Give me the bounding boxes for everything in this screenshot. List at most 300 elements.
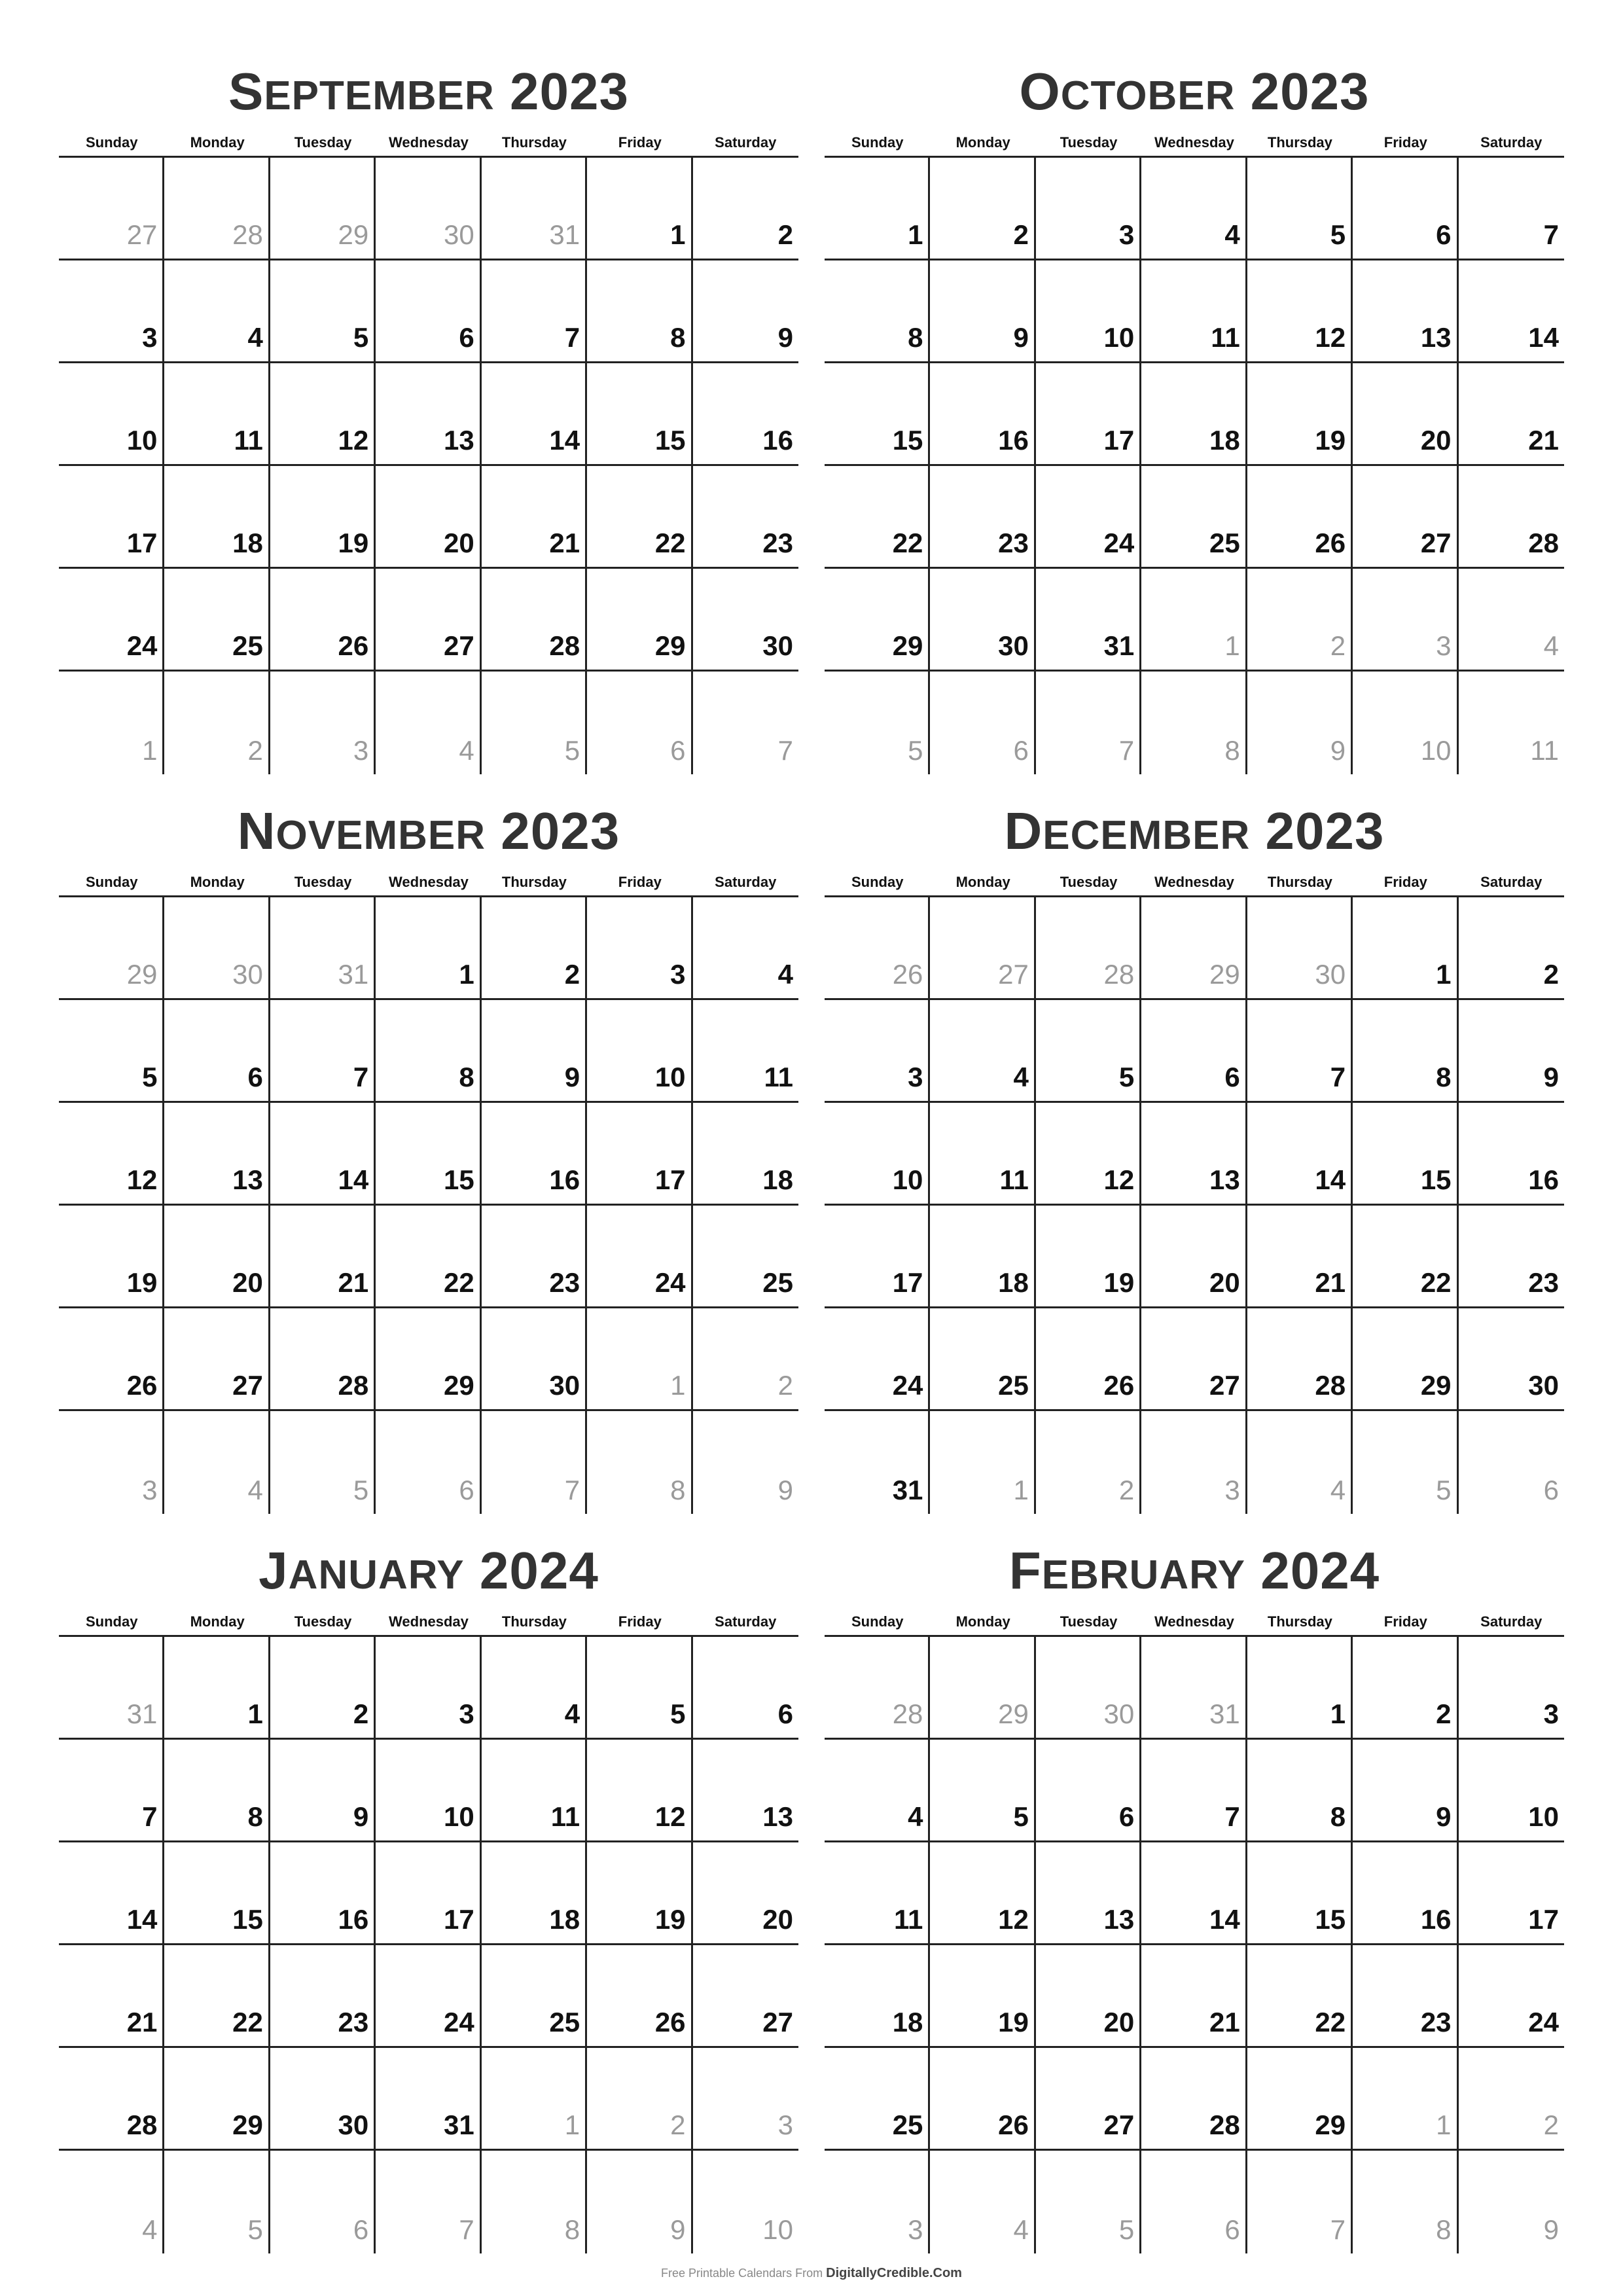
- weekday-label: Wednesday: [389, 874, 469, 890]
- day-cell: [376, 158, 481, 259]
- day-cell: [1036, 569, 1141, 670]
- day-number: 2: [777, 1370, 793, 1401]
- day-cell: [270, 363, 376, 464]
- day-number: 6: [459, 1475, 474, 1505]
- day-cell: [270, 2048, 376, 2149]
- day-number: 14: [338, 1164, 369, 1195]
- day-number: 16: [998, 425, 1029, 456]
- week-row: [825, 1945, 1564, 2048]
- day-cell: [1247, 1740, 1353, 1840]
- day-cell: [376, 1740, 481, 1840]
- month-name-initial: D: [1004, 802, 1043, 860]
- day-cell: [930, 260, 1035, 361]
- day-number: 4: [1543, 630, 1559, 661]
- footer-credit: [0, 2266, 1623, 2281]
- day-cell: [59, 672, 164, 774]
- day-cell: [587, 1308, 692, 1409]
- month-year: 2024: [479, 1541, 599, 1600]
- day-cell: [587, 1103, 692, 1204]
- day-number: 5: [1330, 219, 1346, 250]
- day-number: 8: [1436, 1062, 1452, 1092]
- day-cell: [693, 1842, 798, 1943]
- footer-brand: DigitallyCredible.Com: [826, 2266, 962, 2280]
- day-grid: [59, 158, 798, 774]
- day-number: 6: [1118, 1801, 1135, 1832]
- day-cell: [270, 1308, 376, 1409]
- weekday-label: Tuesday: [1060, 134, 1118, 151]
- week-row: [825, 1000, 1564, 1103]
- day-cell: [270, 1000, 376, 1101]
- day-cell: [164, 672, 270, 774]
- day-cell: [376, 466, 481, 567]
- day-number: 8: [1224, 735, 1240, 766]
- day-number: 11: [894, 1904, 923, 1935]
- day-number: 24: [654, 1267, 686, 1298]
- day-number: 12: [998, 1904, 1029, 1935]
- day-cell: [1247, 672, 1353, 774]
- day-cell: [59, 1637, 164, 1738]
- day-cell: [1459, 1740, 1564, 1840]
- weekday-label: Thursday: [1267, 874, 1332, 890]
- day-number: 21: [1315, 1267, 1346, 1298]
- day-number: 14: [1315, 1164, 1346, 1195]
- day-number: 6: [670, 735, 686, 766]
- day-cell: [482, 466, 587, 567]
- day-number: 9: [1436, 1801, 1452, 1832]
- day-number: 2: [1118, 1475, 1135, 1505]
- day-cell: [376, 2151, 481, 2253]
- day-cell: [59, 1206, 164, 1306]
- day-number: 23: [998, 528, 1029, 558]
- day-cell: [1459, 466, 1564, 567]
- day-number: 22: [443, 1267, 474, 1298]
- day-cell: [1036, 1945, 1141, 2046]
- weekday-label: Monday: [190, 1613, 245, 1630]
- day-number: 18: [549, 1904, 580, 1935]
- month-name-rest: OVEMBER: [276, 813, 486, 858]
- day-number: 13: [1209, 1164, 1240, 1195]
- day-cell: [693, 897, 798, 998]
- day-number: 4: [247, 1475, 263, 1505]
- day-number: 7: [777, 735, 793, 766]
- day-cell: [693, 1308, 798, 1409]
- day-cell: [1459, 672, 1564, 774]
- day-number: 2: [1330, 630, 1346, 661]
- day-number: 25: [998, 1370, 1029, 1401]
- day-cell: [1459, 158, 1564, 259]
- day-number: 30: [338, 2109, 369, 2140]
- day-cell: [693, 1000, 798, 1101]
- day-number: 31: [549, 219, 580, 250]
- day-number: 3: [142, 322, 158, 353]
- day-cell: [59, 569, 164, 670]
- day-cell: [930, 1206, 1035, 1306]
- weekday-label: Tuesday: [1060, 1613, 1118, 1630]
- day-number: 2: [353, 1698, 369, 1729]
- weekday-label: Friday: [618, 874, 662, 890]
- day-cell: [930, 1411, 1035, 1514]
- day-number: 12: [1103, 1164, 1135, 1195]
- day-cell: [59, 1000, 164, 1101]
- day-number: 29: [1315, 2109, 1346, 2140]
- weekday-label: Friday: [618, 134, 662, 151]
- day-cell: [1459, 1308, 1564, 1409]
- day-number: 1: [670, 219, 686, 250]
- day-cell: [693, 569, 798, 670]
- day-cell: [376, 1637, 481, 1738]
- day-cell: [1353, 158, 1458, 259]
- day-cell: [482, 569, 587, 670]
- day-cell: [587, 1945, 692, 2046]
- day-number: 15: [892, 425, 923, 456]
- day-number: 31: [892, 1475, 923, 1505]
- day-cell: [482, 1411, 587, 1514]
- day-number: 6: [1436, 219, 1452, 250]
- day-cell: [1459, 1637, 1564, 1738]
- day-number: 15: [1420, 1164, 1452, 1195]
- day-number: 7: [459, 2214, 474, 2245]
- weekday-label: Saturday: [1480, 134, 1543, 151]
- day-number: 31: [1103, 630, 1135, 661]
- weekday-header: [59, 870, 798, 897]
- day-cell: [59, 2048, 164, 2149]
- day-number: 13: [1420, 322, 1452, 353]
- day-cell: [270, 1103, 376, 1204]
- day-cell: [164, 897, 270, 998]
- week-row: [825, 158, 1564, 260]
- day-cell: [376, 1411, 481, 1514]
- day-number: 25: [549, 2007, 580, 2037]
- weekday-label: Sunday: [851, 1613, 904, 1630]
- day-number: 23: [1528, 1267, 1559, 1298]
- day-number: 9: [1013, 322, 1029, 353]
- day-number: 29: [892, 630, 923, 661]
- day-number: 25: [232, 630, 263, 661]
- week-row: [825, 1103, 1564, 1206]
- day-number: 6: [1543, 1475, 1559, 1505]
- day-number: 16: [338, 1904, 369, 1935]
- day-cell: [1036, 672, 1141, 774]
- day-number: 22: [892, 528, 923, 558]
- day-number: 7: [353, 1062, 369, 1092]
- day-cell: [693, 2151, 798, 2253]
- day-cell: [1141, 260, 1247, 361]
- day-number: 30: [1315, 959, 1346, 990]
- day-number: 4: [1224, 219, 1240, 250]
- day-cell: [587, 1637, 692, 1738]
- day-cell: [587, 1842, 692, 1943]
- day-cell: [1141, 363, 1247, 464]
- day-number: 7: [1118, 735, 1135, 766]
- day-cell: [587, 1206, 692, 1306]
- day-number: 26: [892, 959, 923, 990]
- day-number: 15: [1315, 1904, 1346, 1935]
- day-cell: [930, 2151, 1035, 2253]
- day-number: 11: [999, 1164, 1029, 1195]
- day-cell: [164, 1411, 270, 1514]
- day-number: 25: [892, 2109, 923, 2140]
- day-cell: [1036, 466, 1141, 567]
- weekday-label: Tuesday: [294, 1613, 352, 1630]
- day-cell: [59, 363, 164, 464]
- weekday-label: Wednesday: [389, 134, 469, 151]
- day-cell: [1036, 1103, 1141, 1204]
- day-cell: [1247, 466, 1353, 567]
- weekday-label: Thursday: [501, 1613, 567, 1630]
- day-cell: [825, 1637, 930, 1738]
- day-cell: [1141, 1740, 1247, 1840]
- day-number: 1: [1436, 2109, 1452, 2140]
- month-name-initial: F: [1008, 1541, 1042, 1600]
- day-cell: [376, 897, 481, 998]
- day-cell: [930, 1637, 1035, 1738]
- day-cell: [1247, 1945, 1353, 2046]
- day-cell: [1141, 1000, 1247, 1101]
- day-number: 14: [549, 425, 580, 456]
- day-number: 1: [247, 1698, 263, 1729]
- day-number: 28: [1103, 959, 1135, 990]
- day-number: 12: [338, 425, 369, 456]
- week-row: [59, 1842, 798, 1945]
- day-number: 5: [353, 1475, 369, 1505]
- day-cell: [587, 158, 692, 259]
- weekday-header: [59, 131, 798, 158]
- day-cell: [1353, 569, 1458, 670]
- day-cell: [270, 2151, 376, 2253]
- day-number: 6: [777, 1698, 793, 1729]
- month-name-rest: ANUARY: [288, 1552, 465, 1598]
- day-number: 2: [1436, 1698, 1452, 1729]
- day-number: 10: [443, 1801, 474, 1832]
- day-cell: [930, 1842, 1035, 1943]
- day-number: 1: [459, 959, 474, 990]
- day-number: 1: [142, 735, 158, 766]
- weekday-label: Monday: [955, 874, 1010, 890]
- day-number: 29: [443, 1370, 474, 1401]
- day-cell: [164, 1945, 270, 2046]
- day-cell: [1459, 1842, 1564, 1943]
- weekday-label: Saturday: [1480, 1613, 1543, 1630]
- day-cell: [270, 897, 376, 998]
- day-number: 1: [670, 1370, 686, 1401]
- day-number: 22: [654, 528, 686, 558]
- day-cell: [1141, 1308, 1247, 1409]
- day-number: 3: [459, 1698, 474, 1729]
- day-number: 5: [908, 735, 923, 766]
- day-cell: [1459, 2151, 1564, 2253]
- weekday-label: Saturday: [715, 1613, 777, 1630]
- day-number: 28: [126, 2109, 158, 2140]
- day-cell: [930, 1740, 1035, 1840]
- day-number: 2: [777, 219, 793, 250]
- day-number: 17: [443, 1904, 474, 1935]
- week-row: [59, 2151, 798, 2253]
- day-cell: [587, 569, 692, 670]
- day-cell: [930, 1308, 1035, 1409]
- weekday-label: Monday: [955, 1613, 1010, 1630]
- day-cell: [59, 1308, 164, 1409]
- day-cell: [693, 260, 798, 361]
- weekday-label: Thursday: [501, 134, 567, 151]
- day-number: 8: [670, 322, 686, 353]
- day-cell: [376, 1842, 481, 1943]
- day-cell: [1036, 1411, 1141, 1514]
- week-row: [825, 260, 1564, 363]
- weekday-label: Tuesday: [1060, 874, 1118, 890]
- day-cell: [930, 363, 1035, 464]
- day-cell: [693, 1103, 798, 1204]
- day-number: 12: [654, 1801, 686, 1832]
- day-cell: [587, 897, 692, 998]
- day-cell: [164, 1206, 270, 1306]
- day-number: 4: [777, 959, 793, 990]
- day-cell: [825, 569, 930, 670]
- day-grid: [825, 158, 1564, 774]
- day-cell: [1459, 897, 1564, 998]
- day-number: 13: [1103, 1904, 1135, 1935]
- day-number: 24: [1528, 2007, 1559, 2037]
- day-number: 3: [142, 1475, 158, 1505]
- day-cell: [1459, 1000, 1564, 1101]
- day-number: 11: [1211, 322, 1240, 353]
- day-cell: [482, 1842, 587, 1943]
- day-cell: [930, 897, 1035, 998]
- day-number: 17: [892, 1267, 923, 1298]
- day-number: 9: [1543, 1062, 1559, 1092]
- day-cell: [164, 2151, 270, 2253]
- week-row: [59, 2048, 798, 2151]
- day-cell: [930, 569, 1035, 670]
- day-number: 29: [998, 1698, 1029, 1729]
- day-number: 10: [1103, 322, 1135, 353]
- week-row: [59, 1945, 798, 2048]
- day-number: 15: [443, 1164, 474, 1195]
- day-number: 24: [443, 2007, 474, 2037]
- day-cell: [1353, 1308, 1458, 1409]
- week-row: [59, 569, 798, 672]
- day-number: 16: [549, 1164, 580, 1195]
- day-number: 7: [564, 1475, 580, 1505]
- day-cell: [825, 158, 930, 259]
- day-number: 26: [998, 2109, 1029, 2140]
- day-cell: [587, 2048, 692, 2149]
- week-row: [59, 1637, 798, 1740]
- day-number: 6: [459, 322, 474, 353]
- day-number: 2: [564, 959, 580, 990]
- weekday-label: Saturday: [1480, 874, 1543, 890]
- weekday-header: [825, 870, 1564, 897]
- day-cell: [482, 158, 587, 259]
- day-cell: [59, 1411, 164, 1514]
- day-number: 31: [126, 1698, 158, 1729]
- day-number: 8: [564, 2214, 580, 2245]
- day-number: 9: [1330, 735, 1346, 766]
- day-cell: [587, 1411, 692, 1514]
- day-number: 9: [564, 1062, 580, 1092]
- day-number: 7: [1224, 1801, 1240, 1832]
- day-number: 20: [1420, 425, 1452, 456]
- day-cell: [376, 672, 481, 774]
- weekday-label: Wednesday: [1154, 874, 1234, 890]
- day-cell: [270, 260, 376, 361]
- day-cell: [825, 363, 930, 464]
- day-number: 3: [908, 1062, 923, 1092]
- day-cell: [164, 363, 270, 464]
- day-number: 3: [1436, 630, 1452, 661]
- week-row: [59, 897, 798, 1000]
- day-cell: [482, 260, 587, 361]
- day-cell: [693, 672, 798, 774]
- day-cell: [930, 1000, 1035, 1101]
- day-number: 22: [1315, 2007, 1346, 2037]
- week-row: [59, 466, 798, 569]
- day-cell: [1247, 569, 1353, 670]
- day-cell: [587, 260, 692, 361]
- day-cell: [930, 1945, 1035, 2046]
- day-number: 3: [777, 2109, 793, 2140]
- day-number: 2: [670, 2109, 686, 2140]
- day-cell: [376, 1103, 481, 1204]
- day-cell: [930, 466, 1035, 567]
- day-number: 15: [232, 1904, 263, 1935]
- day-cell: [59, 260, 164, 361]
- weekday-label: Tuesday: [294, 134, 352, 151]
- day-number: 5: [564, 735, 580, 766]
- weekday-header: [825, 1610, 1564, 1637]
- day-cell: [1036, 1842, 1141, 1943]
- week-row: [825, 363, 1564, 466]
- day-cell: [1141, 1103, 1247, 1204]
- day-number: 28: [1315, 1370, 1346, 1401]
- day-cell: [1247, 158, 1353, 259]
- day-cell: [1247, 1000, 1353, 1101]
- weekday-label: Thursday: [501, 874, 567, 890]
- day-number: 13: [232, 1164, 263, 1195]
- day-number: 6: [353, 2214, 369, 2245]
- day-number: 5: [1118, 1062, 1135, 1092]
- day-number: 8: [459, 1062, 474, 1092]
- week-row: [825, 897, 1564, 1000]
- day-number: 25: [1209, 528, 1240, 558]
- day-cell: [482, 1945, 587, 2046]
- day-cell: [1353, 1411, 1458, 1514]
- day-cell: [270, 1740, 376, 1840]
- day-number: 27: [998, 959, 1029, 990]
- day-number: 28: [892, 1698, 923, 1729]
- weekday-label: Monday: [955, 134, 1010, 151]
- day-cell: [1247, 897, 1353, 998]
- day-cell: [482, 2048, 587, 2149]
- day-number: 30: [549, 1370, 580, 1401]
- day-number: 4: [1013, 2214, 1029, 2245]
- day-number: 25: [762, 1267, 793, 1298]
- weekday-header: [825, 131, 1564, 158]
- day-number: 4: [564, 1698, 580, 1729]
- day-number: 30: [232, 959, 263, 990]
- day-cell: [1036, 1637, 1141, 1738]
- day-cell: [1141, 1842, 1247, 1943]
- day-cell: [1353, 260, 1458, 361]
- day-number: 7: [1330, 1062, 1346, 1092]
- day-cell: [1353, 1740, 1458, 1840]
- day-cell: [1141, 1206, 1247, 1306]
- day-cell: [825, 897, 930, 998]
- day-cell: [59, 2151, 164, 2253]
- day-cell: [587, 1740, 692, 1840]
- day-cell: [164, 1740, 270, 1840]
- day-cell: [1141, 158, 1247, 259]
- day-number: 9: [777, 322, 793, 353]
